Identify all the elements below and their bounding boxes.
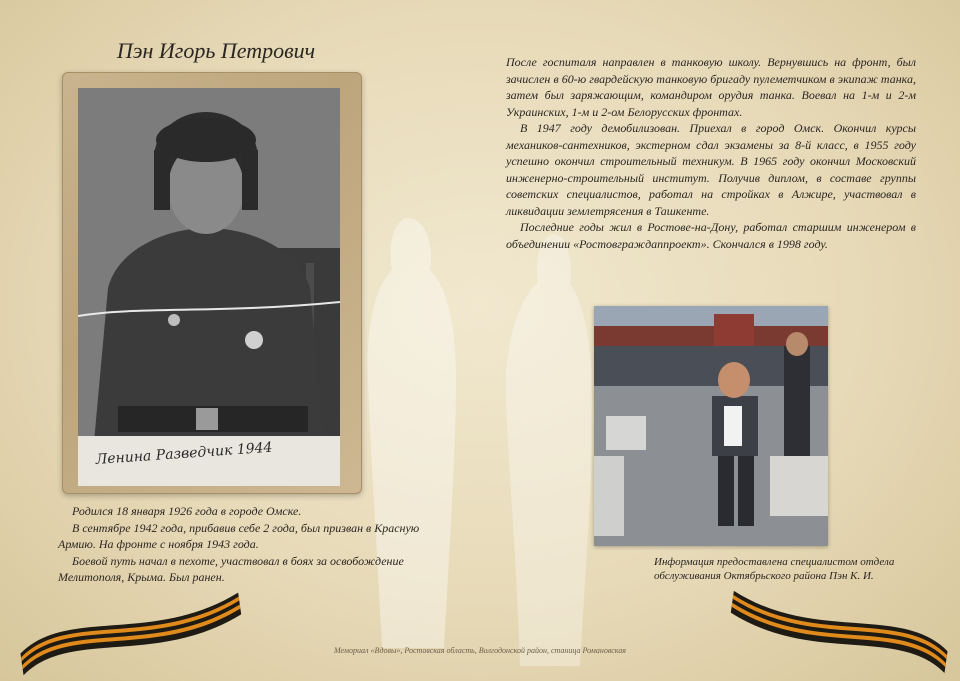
svg-text:Ленина Разведчик 1944: Ленина Разведчик 1944: [95, 439, 273, 468]
caption-line: Информация предоставлена специалистом отдела: [654, 556, 895, 568]
biography-paragraph: После госпиталя направлен в танковую школу. Вернувшись на фронт, был зачислен в 60-ю гвардейскую танковую бригаду пулеметчиком в экипаж танка, затем был заряжающим, командиром орудия танка. Воевал на 1-м и 2-м Украинских, 1-м и 2-ом Белорусских фронтах.: [506, 55, 916, 119]
bio-text: [58, 503, 458, 586]
st-george-ribbon-left-image: [10, 578, 250, 678]
biography-paragraph: Последние годы жил в Ростове-на-Дону, работал старшим инженером в объединении «Ростовграждanпроект». Скончался в 1998 году.: [506, 220, 916, 251]
statue-right-image: [494, 226, 604, 666]
bio-paragraph: Родился 18 января 1926 года в городе Омске.: [72, 504, 302, 518]
biography-continued: [506, 54, 916, 252]
red-square-photo: [594, 306, 828, 546]
bio-paragraph: Боевой путь начал в пехоте, участвовал в боях за освобождение Мелитополя, Крыма. Был ранен.: [58, 553, 404, 584]
footer-text: Мемориал «Вдовы», Ростовская область, Волгодонской район, станица Романовская: [334, 646, 626, 655]
biography-paragraph: В 1947 году демобилизован. Приехал в город Омск. Окончил курсы механиков-сантехников, экстерном сдал экзамены за 8-й класс, в 1955 году успешно окончил строительный техникум. В 1965 году окончил Московский инженерно-строительный институт. Получив диплом, в составе группы советских специалистов, работал на стройках в Алжире, участвовал в ликвидации землетрясения в Ташкенте.: [506, 121, 916, 218]
portrait-photo-frame: [62, 72, 362, 494]
caption-line: обслуживания Октябрьского района Пэн К. И.: [654, 570, 874, 582]
bio-paragraph: В сентябре 1942 года, прибавив себе 2 года, был призван в Красную Армию. На фронте с ноября 1943 года.: [58, 520, 420, 551]
portrait-photo: [78, 88, 340, 486]
page-title: Пэн Игорь Петрович: [116, 38, 316, 63]
st-george-ribbon-right-image: [722, 576, 958, 676]
